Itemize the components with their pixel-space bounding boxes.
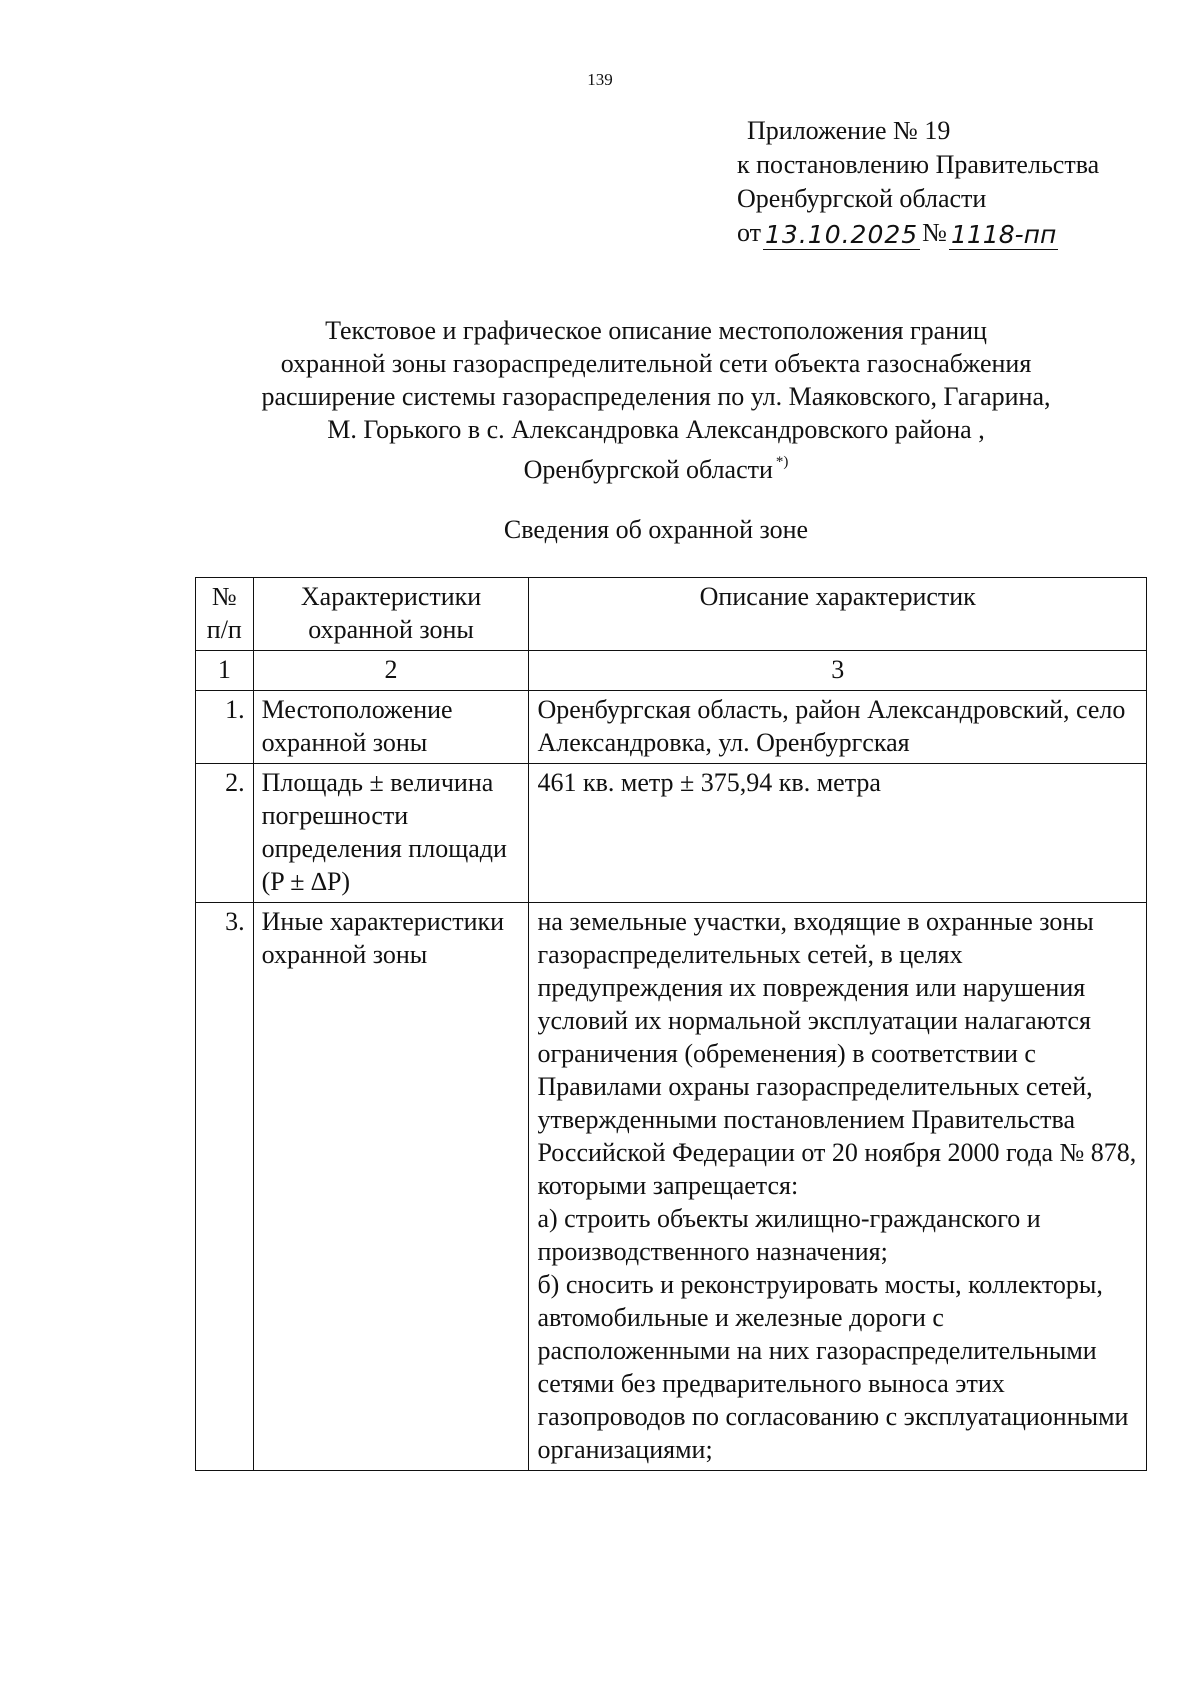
column-number-row [196, 651, 1147, 691]
column-number-1: 1 [196, 651, 254, 691]
appendix-line2: к постановлению Правительства [737, 150, 1100, 179]
row-number: 1. [196, 691, 254, 764]
title-line-3: расширение системы газораспределения по ул. Маяковского, Гагарина, [261, 382, 1051, 411]
title-line-4: М. Горького в с. Александровка Александровского района , [327, 415, 985, 444]
section-subtitle: Сведения об охранной зоне [503, 515, 809, 544]
header-characteristics: Характеристики охранной зоны [253, 578, 529, 651]
row-characteristic: Иные характеристики охранной зоны [253, 903, 529, 1471]
appendix-title: Приложение № 19 [747, 116, 951, 145]
restriction-item-a: а) строить объекты жилищно-гражданского и производственного назначения; [537, 1204, 1041, 1266]
restriction-item-b: б) сносить и реконструировать мосты, коллекторы, автомобильные и железные дороги с расположенными на них газораспределительными сетями без предварительного выноса этих газопроводов по согласованию с эксплуатационными организациями; [537, 1270, 1129, 1464]
row-characteristic: Местоположение охранной зоны [253, 691, 529, 764]
row-description: Оренбургская область, район Александровский, село Александровка, ул. Оренбургская [529, 691, 1147, 764]
table-row [196, 903, 1147, 1471]
row-number: 2. [196, 764, 254, 903]
footnote-mark: *) [775, 454, 789, 470]
zone-table [195, 577, 1147, 1471]
title-line-1: Текстовое и графическое описание местоположения границ [325, 316, 987, 345]
title-line-5-text: Оренбургской области [523, 455, 773, 484]
handwritten-date: 13.10.2025 [765, 220, 919, 249]
document-title [0, 314, 1200, 486]
column-number-2: 2 [253, 651, 529, 691]
title-line-2: охранной зоны газораспределительной сети объекта газоснабжения [280, 349, 1032, 378]
table-header-row [196, 578, 1147, 651]
handwritten-number: 1118-пп [950, 220, 1057, 249]
restrictions-intro: на земельные участки, входящие в охранные зоны газораспределительных сетей, в целях предупреждения их повреждения или нарушения условий их нормальной эксплуатации налагаются ограничения (обременения) в соответствии с Правилами охраны газораспределительных сетей, утвержденными постановлением Правительства Российской Федерации от 20 ноября 2000 года № 878, которыми запрещается: [537, 907, 1137, 1200]
title-line-5 [0, 446, 1200, 486]
column-number-3: 3 [529, 651, 1147, 691]
row-description: 461 кв. метр ± 375,94 кв. метра [529, 764, 1147, 903]
header-description: Описание характеристик [529, 578, 1147, 651]
table-row [196, 691, 1147, 764]
number-prefix: № [922, 218, 947, 247]
appendix-date-line [737, 216, 1099, 250]
page-number: 139 [587, 70, 613, 89]
table-row [196, 764, 1147, 903]
row-description [529, 903, 1147, 1471]
date-prefix: от [737, 218, 762, 247]
row-characteristic: Площадь ± величина погрешности определения площади (P ± ∆P) [253, 764, 529, 903]
appendix-line3: Оренбургской области [737, 184, 987, 213]
appendix-block [737, 114, 1099, 250]
row-number: 3. [196, 903, 254, 1471]
header-number: № п/п [196, 578, 254, 651]
